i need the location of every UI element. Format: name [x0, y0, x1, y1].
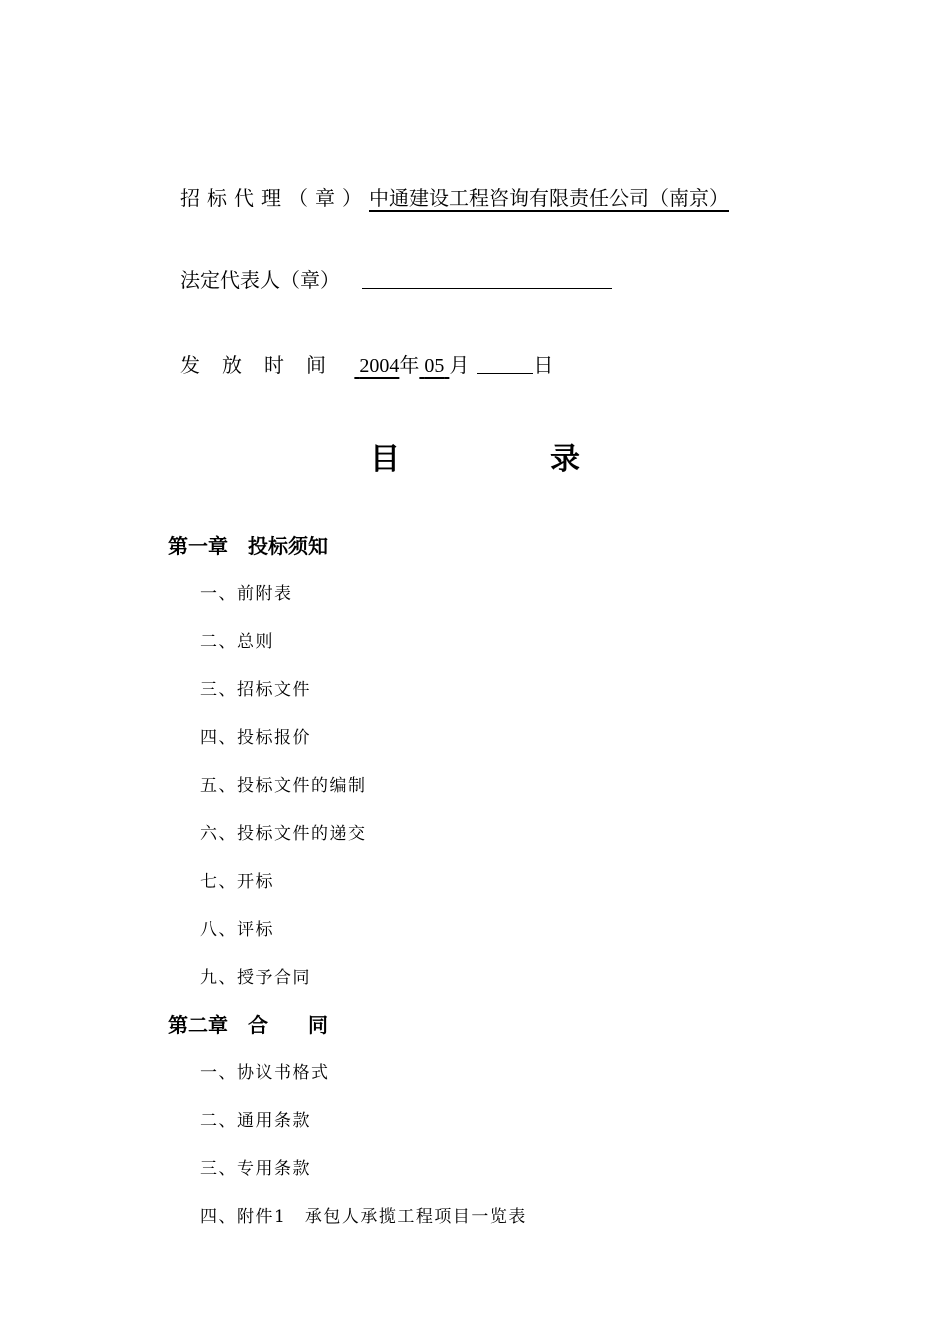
legal-rep-blank: [362, 266, 612, 289]
toc-item: 九、授予合同: [200, 968, 311, 988]
toc-item: 八、评标: [200, 920, 274, 940]
toc-item: 七、开标: [200, 872, 274, 892]
toc-item: 三、招标文件: [200, 680, 311, 700]
issue-year: 2004: [359, 355, 400, 377]
toc-chapter: 第二章 合 同: [168, 1013, 328, 1037]
toc-item: 四、投标报价: [200, 728, 311, 748]
agent-line: [180, 184, 729, 212]
toc-item: 五、投标文件的编制: [200, 776, 367, 796]
toc-title: 目录: [370, 442, 730, 477]
legal-rep-label: 法定代表人（章）: [180, 268, 340, 292]
issue-date-label: 发放时间: [180, 353, 348, 377]
year-unit: 年: [399, 353, 420, 377]
toc-item: 二、通用条款: [200, 1111, 311, 1131]
issue-date-line: [180, 351, 553, 380]
toc-item: 一、协议书格式: [200, 1063, 330, 1083]
agent-label: 招标代理（章）: [180, 186, 369, 210]
toc-item: 四、附件1 承包人承揽工程项目一览表: [200, 1207, 527, 1227]
issue-day-blank: [477, 351, 533, 374]
toc-chapter: 第一章 投标须知: [168, 534, 328, 558]
legal-rep-line: [180, 266, 612, 294]
toc-item: 六、投标文件的递交: [200, 824, 367, 844]
issue-month: 05: [424, 355, 445, 377]
agent-value: 中通建设工程咨询有限责任公司（南京）: [369, 186, 729, 210]
month-unit: 月: [449, 353, 470, 377]
day-unit: 日: [533, 353, 554, 377]
toc-item: 三、专用条款: [200, 1159, 311, 1179]
toc-item: 一、前附表: [200, 584, 293, 604]
toc-item: 二、总则: [200, 632, 274, 652]
